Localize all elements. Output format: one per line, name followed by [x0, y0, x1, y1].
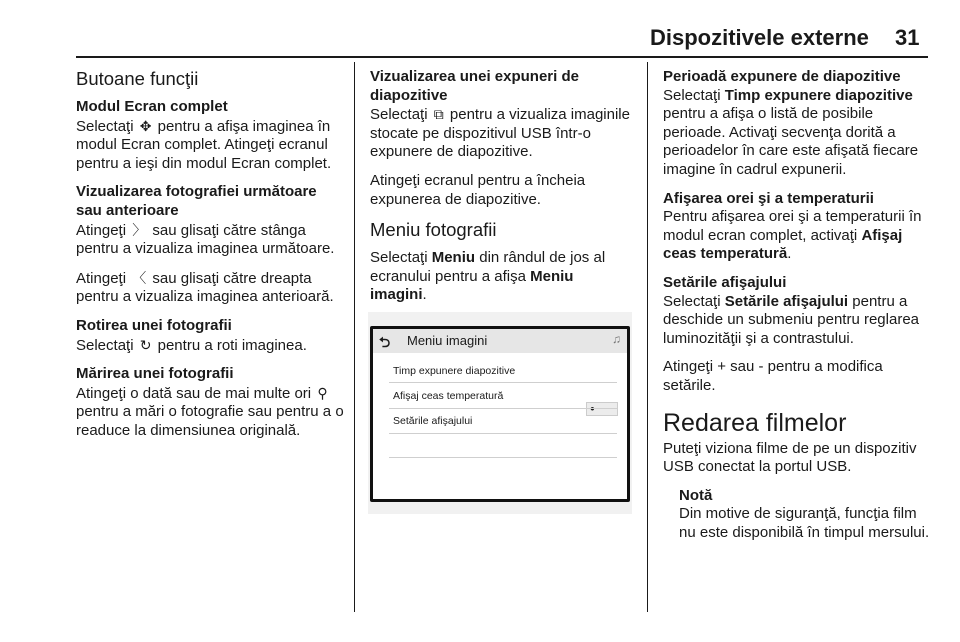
page-number: 31 [895, 25, 920, 50]
rotate-heading: Rotirea unei fotografii [76, 316, 232, 334]
right-column [663, 68, 935, 552]
full-screen-text: Selectaţi ✥ pentru a afişa imaginea în modul Ecran complet. Atingeţi ecranul pentru a ieşi din modul Ecran complet. [76, 117, 332, 172]
clock-text: Pentru afişarea orei şi a temperaturii în modul ecran complet, activaţi Afişaj ceas temperatură. [663, 208, 922, 263]
screen-title: Meniu imagini [407, 333, 488, 348]
back-arrow-icon[interactable]: ⮌ [379, 334, 391, 350]
movies-heading: Redarea filmelor [663, 408, 847, 437]
rotate-icon: ↻ [139, 336, 152, 353]
note-heading: Notă [679, 486, 713, 504]
slideshow-heading: Vizualizarea unei expuneri de diapozitive [370, 68, 579, 104]
next-photo-text: Atingeţi 〉 sau glisaţi către stânga pentru a vizualiza imaginea următoare. [76, 221, 335, 258]
menu-screenshot [368, 312, 632, 514]
zoom-heading: Mărirea unei fotografii [76, 365, 234, 383]
chevron-right-icon: 〉 [132, 221, 147, 238]
fullscreen-icon: ✥ [139, 117, 152, 134]
prev-photo-text: Atingeţi 〈 sau glisaţi către dreapta pentru a vizualiza imaginea anterioară. [76, 269, 334, 306]
screen-title-bar [373, 329, 627, 353]
photo-menu-text: Selectaţi Meniu din rândul de jos al ecranului pentru a afişa Meniu imagini. [370, 249, 606, 304]
device-screen [370, 326, 630, 502]
photo-menu-heading: Meniu fotografii [370, 219, 497, 241]
clock-temp-toggle[interactable] [586, 402, 618, 416]
display-text: Selectaţi Setările afişajului pentru a deschide un submeniu pentru reglarea luminozităţii şi a contrastului. [663, 292, 920, 347]
slideshow-text: Selectaţi ⧉ pentru a vizualiza imaginile stocate pe dispozitivul USB într-o expunere de diapozitive. [370, 106, 630, 161]
clock-heading: Afişarea orei şi a temperaturii [663, 189, 874, 207]
header-rule [76, 56, 928, 58]
rotate-text: Selectaţi ↻ pentru a roti imaginea. [76, 336, 307, 354]
display-heading: Setările afişajului [663, 273, 787, 291]
section-title: Butoane funcţii [76, 68, 199, 89]
column-divider-2 [647, 62, 648, 612]
zoom-text: Atingeţi o dată sau de mai multe ori ⚲ pentru a mări o fotografie sau pentru a o readuce la dimensiunea originală. [76, 384, 344, 439]
chevron-left-icon: 〈 [132, 269, 147, 286]
menu-item-slide-time[interactable]: Timp expunere diapozitive [393, 365, 516, 377]
middle-column [370, 68, 634, 315]
slideshow-icon: ⧉ [433, 106, 444, 123]
movies-text: Puteţi viziona filme de pe un dispozitiv USB conectat la portul USB. [663, 439, 917, 476]
music-note-icon[interactable]: ♫ [612, 332, 621, 346]
menu-item-display-settings[interactable]: Setările afişajului [393, 415, 473, 427]
period-text: Selectaţi Timp expunere diapozitive pentru a afişa o listă de posibile perioade. Activaţi secvenţa dorită a perioadelor în care este afişată fiecare imagine în cadrul expunerii. [663, 86, 919, 178]
page-header-title: Dispozitivele externe [650, 25, 869, 50]
menu-item-clock-temp[interactable]: Afişaj ceas temperatură [393, 390, 504, 402]
full-screen-heading: Modul Ecran complet [76, 98, 228, 115]
note-block [679, 487, 935, 543]
note-text: Din motive de siguranţă, funcţia film nu este disponibilă în timpul mersului. [679, 505, 930, 541]
next-photo-heading: Vizualizarea fotografiei următoare sau anterioare [76, 183, 317, 219]
display-adjust-text: Atingeţi + sau - pentru a modifica setările. [663, 358, 883, 394]
slideshow-end-text: Atingeţi ecranul pentru a încheia expunerea de diapozitive. [370, 171, 586, 208]
left-column [76, 68, 346, 451]
period-heading: Perioadă expunere de diapozitive [663, 68, 901, 85]
column-divider-1 [354, 62, 355, 612]
zoom-icon: ⚲ [317, 384, 328, 401]
